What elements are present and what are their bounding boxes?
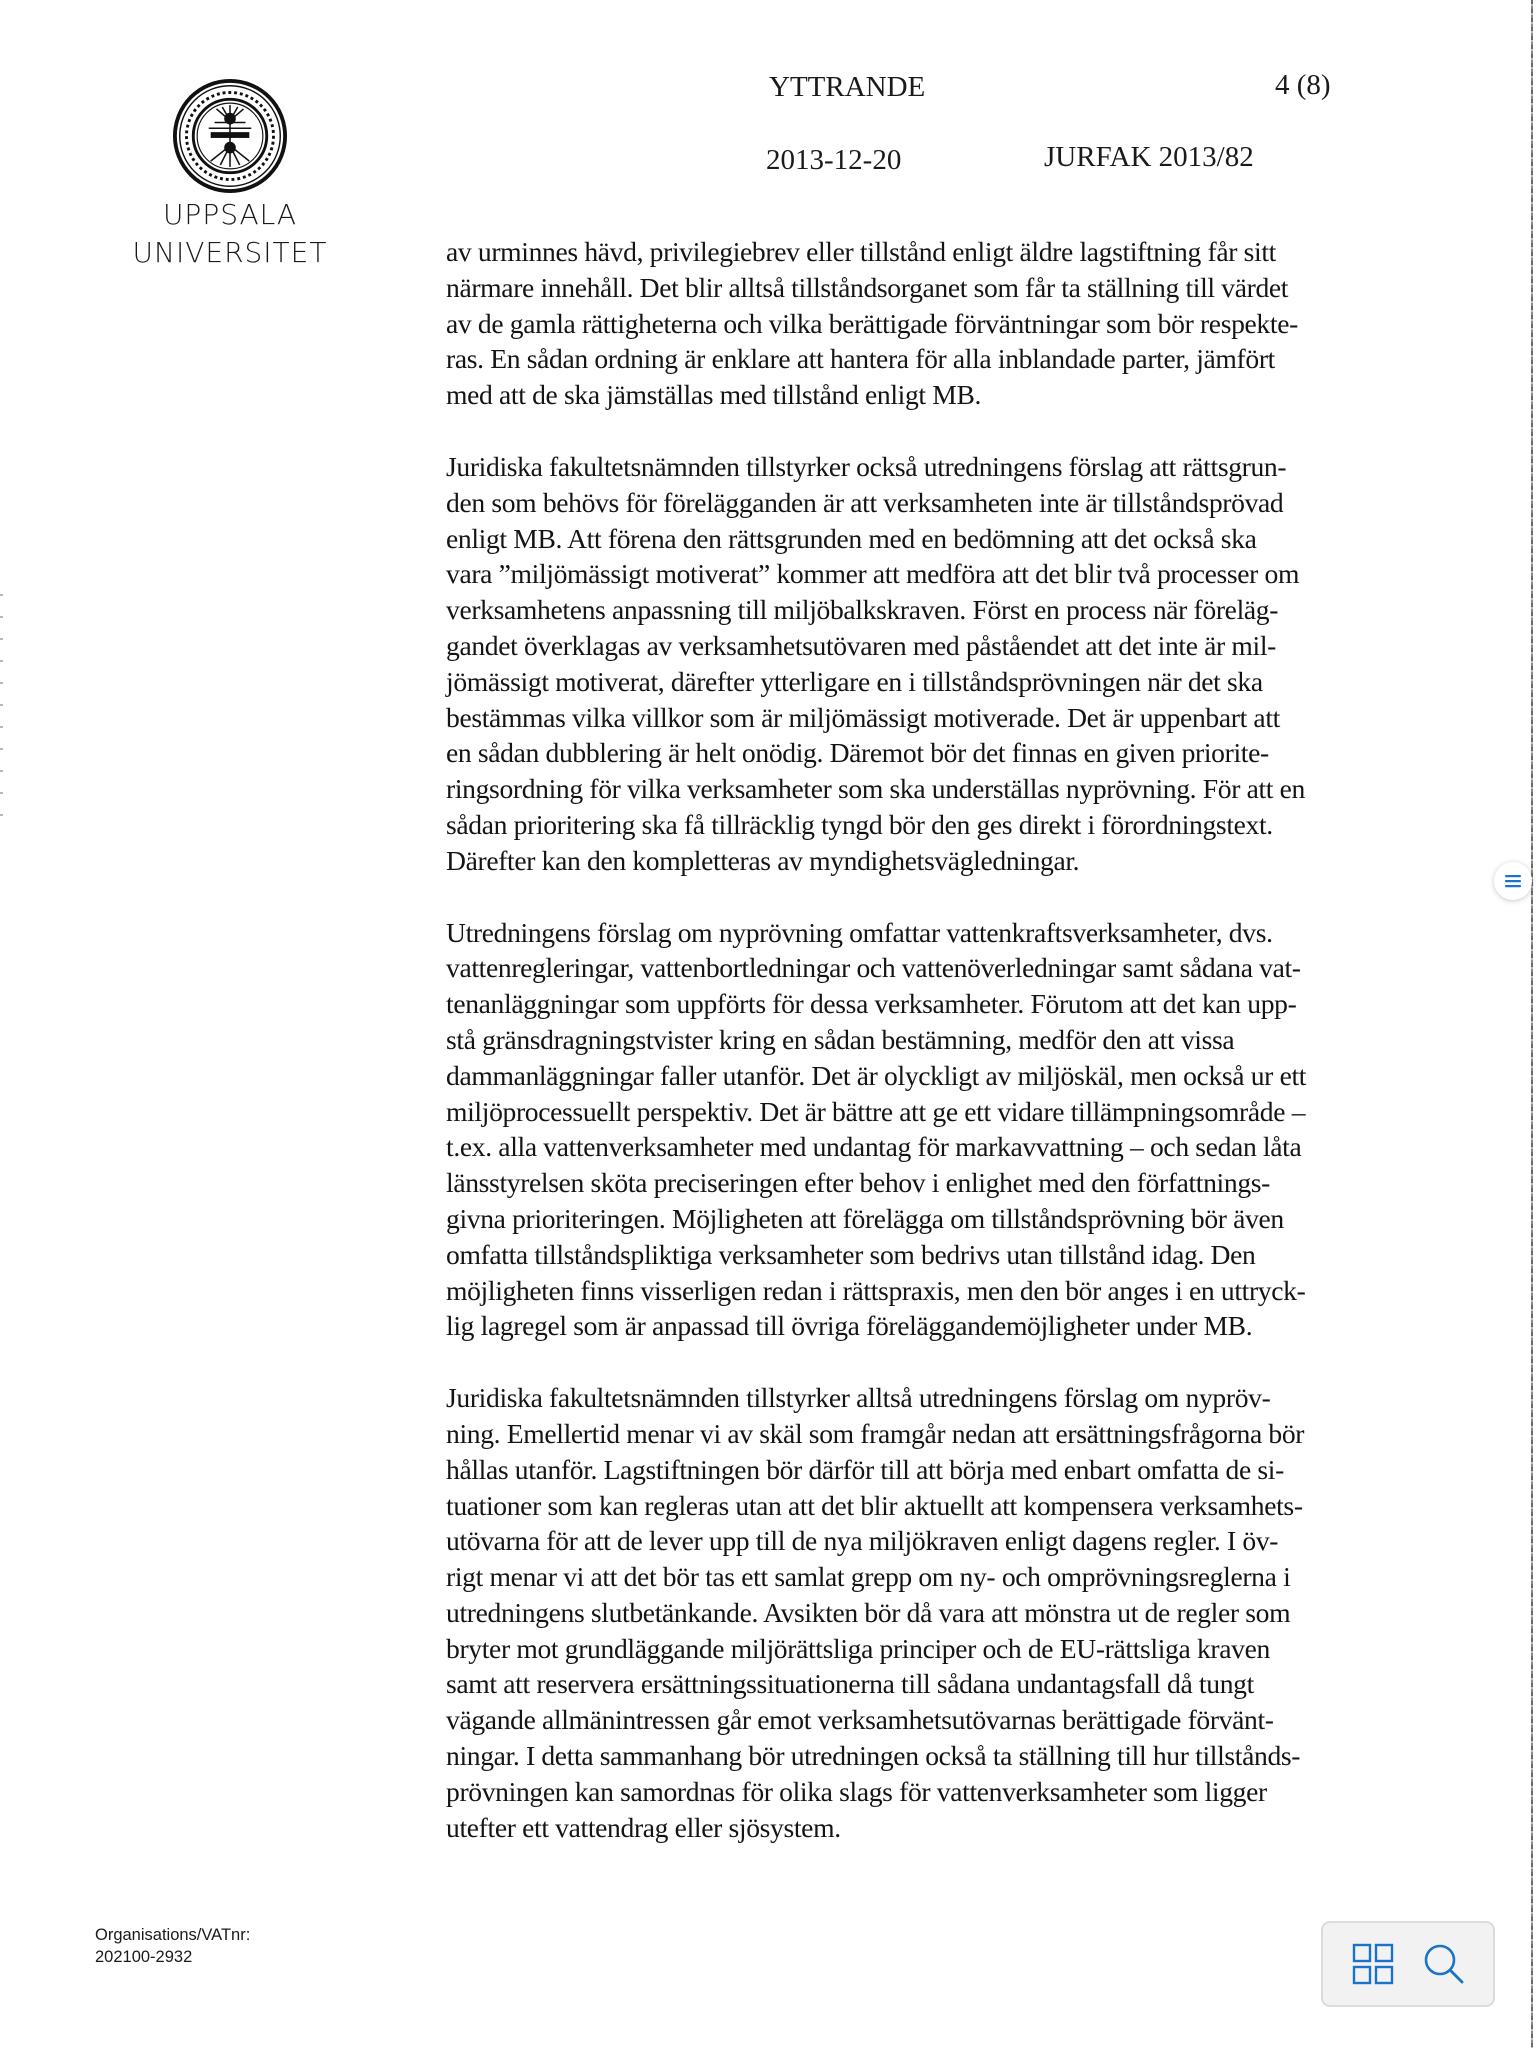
toc-toggle-button[interactable]: [1494, 862, 1532, 900]
institution-name-line2: UNIVERSITET: [132, 236, 328, 269]
page-edge-divider: [1531, 0, 1533, 2048]
text-line: av urminnes hävd, privilegiebrev eller tillstånd enligt äldre lagstiftning får sitt: [446, 236, 1276, 267]
grid-icon: [1352, 1943, 1394, 1985]
text-line: enligt MB. Att förena den rättsgrunden med en bedömning att det också ska: [446, 522, 1257, 554]
paragraph: [446, 234, 1446, 413]
paragraph: [446, 915, 1446, 1345]
text-line: Utredningens förslag om nyprövning omfattar vattenkraftsverksamheter, dvs.: [446, 916, 1273, 948]
document-reference: JURFAK 2013/82: [1044, 141, 1254, 173]
text-line: en sådan dubblering är helt onödig. Däremot bör det finnas en given priorite-: [446, 737, 1269, 769]
text-line: hållas utanför. Lagstiftningen bör därför till att börja med enbart omfatta de si-: [446, 1453, 1284, 1485]
organisation-number: [95, 1924, 250, 1968]
scan-artifact: [0, 580, 3, 820]
text-line: utövarna för att de lever upp till de nya miljökraven enligt dagens regler. I öv-: [446, 1525, 1279, 1557]
text-line: prövningen kan samordnas för olika slags för vattenverksamheter som ligger: [446, 1775, 1267, 1807]
text-line: miljöprocessuellt perspektiv. Det är bättre att ge ett vidare tillämpningsområde –: [446, 1095, 1306, 1127]
university-seal-icon: [172, 78, 288, 194]
text-line: tuationer som kan regleras utan att det blir aktuellt att kompensera verksamhets-: [446, 1489, 1303, 1521]
page-indicator: 4 (8): [1275, 69, 1331, 101]
institution-logo: [120, 70, 340, 270]
text-line: omfatta tillståndspliktiga verksamheter som bedrivs utan tillstånd idag. Den: [446, 1238, 1256, 1270]
text-line: Juridiska fakultetsnämnden tillstyrker alltså utredningens förslag om nypröv-: [446, 1382, 1271, 1414]
thumbnails-button[interactable]: [1347, 1938, 1399, 1990]
text-line: lig lagregel som är anpassad till övriga föreläggandemöjligheter under MB.: [446, 1310, 1253, 1342]
text-line: länsstyrelsen sköta preciseringen efter behov i enlighet med den författnings-: [446, 1167, 1270, 1199]
text-line: dammanläggningar faller utanför. Det är olyckligt av miljöskäl, men också ur ett: [446, 1059, 1307, 1091]
text-line: Därefter kan den kompletteras av myndighetsvägledningar.: [446, 844, 1080, 876]
document-date: 2013-12-20: [766, 144, 902, 176]
paragraph: [446, 449, 1446, 879]
text-line: sådan prioritering ska få tillräcklig tyngd bör den ges direkt i förordningstext.: [446, 808, 1273, 840]
text-line: utefter ett vattendrag eller sjösystem.: [446, 1811, 841, 1843]
text-line: tenanläggningar som uppförts för dessa verksamheter. Förutom att det kan upp-: [446, 988, 1297, 1020]
text-line: samt att reservera ersättningssituationerna till sådana undantagsfall då tungt: [446, 1668, 1254, 1700]
text-line: rigt menar vi att det bör tas ett samlat grepp om ny- och omprövningsreglerna i: [446, 1561, 1291, 1593]
organisation-number-label: Organisations/VATnr:: [95, 1926, 251, 1944]
viewer-toolbar: [1321, 1921, 1495, 2007]
text-line: möjligheten finns visserligen redan i rättspraxis, men den bör anges i en uttryck-: [446, 1274, 1306, 1306]
text-line: vattenregleringar, vattenbortledningar och vattenöverledningar samt sådana vat-: [446, 952, 1301, 984]
text-line: Juridiska fakultetsnämnden tillstyrker också utredningens förslag att rättsgrun-: [446, 450, 1287, 482]
text-line: ning. Emellertid menar vi av skäl som framgår nedan att ersättningsfrågorna bör: [446, 1417, 1305, 1449]
text-line: vara ”miljömässigt motiverat” kommer att medföra att det blir två processer om: [446, 558, 1300, 590]
text-line: verksamhetens anpassning till miljöbalkskraven. Först en process när föreläg-: [446, 594, 1279, 626]
text-line: ringsordning för vilka verksamheter som ska underställas nyprövning. För att en: [446, 773, 1306, 805]
text-line: bryter mot grundläggande miljörättsliga principer och de EU-rättsliga kraven: [446, 1632, 1270, 1664]
text-line: jömässigt motiverat, därefter ytterligare en i tillståndsprövningen när det ska: [446, 665, 1263, 697]
text-line: givna prioriteringen. Möjligheten att förelägga om tillståndsprövning bör även: [446, 1202, 1284, 1234]
text-line: utredningens slutbetänkande. Avsikten bör då vara att mönstra ut de regler som: [446, 1596, 1291, 1628]
list-icon: [1503, 873, 1523, 889]
document-type: YTTRANDE: [769, 71, 926, 103]
paragraph: [446, 1380, 1446, 1845]
organisation-number-value: 202100-2932: [95, 1948, 193, 1966]
search-button[interactable]: [1418, 1938, 1470, 1990]
text-line: stå gränsdragningstvister kring en sådan bestämning, medför den att vissa: [446, 1023, 1235, 1055]
text-line: gandet överklagas av verksamhetsutövaren med påståendet att det inte är mil-: [446, 629, 1277, 661]
text-line: t.ex. alla vattenverksamheter med undantag för markavvattning – och sedan låta: [446, 1131, 1302, 1163]
text-line: med att de ska jämställas med tillstånd enligt MB.: [446, 379, 982, 411]
text-line: ningar. I detta sammanhang bör utredningen också ta ställning till hur tillstånds-: [446, 1740, 1301, 1772]
text-line: vägande allmänintressen går emot verksamhetsutövarnas berättigade förvänt-: [446, 1704, 1274, 1736]
text-line: den som behövs för förelägganden är att verksamheten inte är tillståndsprövad: [446, 486, 1284, 518]
text-line: av de gamla rättigheterna och vilka berättigade förväntningar som bör respekte-: [446, 307, 1298, 339]
document-body: [446, 234, 1446, 1881]
institution-name-line1: UPPSALA: [162, 198, 298, 231]
text-line: ras. En sådan ordning är enklare att hantera för alla inblandade parter, jämfört: [446, 343, 1275, 375]
search-icon: [1422, 1942, 1466, 1986]
text-line: närmare innehåll. Det blir alltså tillståndsorganet som får ta ställning till värdet: [446, 271, 1289, 303]
text-line: bestämmas vilka villkor som är miljömässigt motiverade. Det är uppenbart att: [446, 701, 1280, 733]
